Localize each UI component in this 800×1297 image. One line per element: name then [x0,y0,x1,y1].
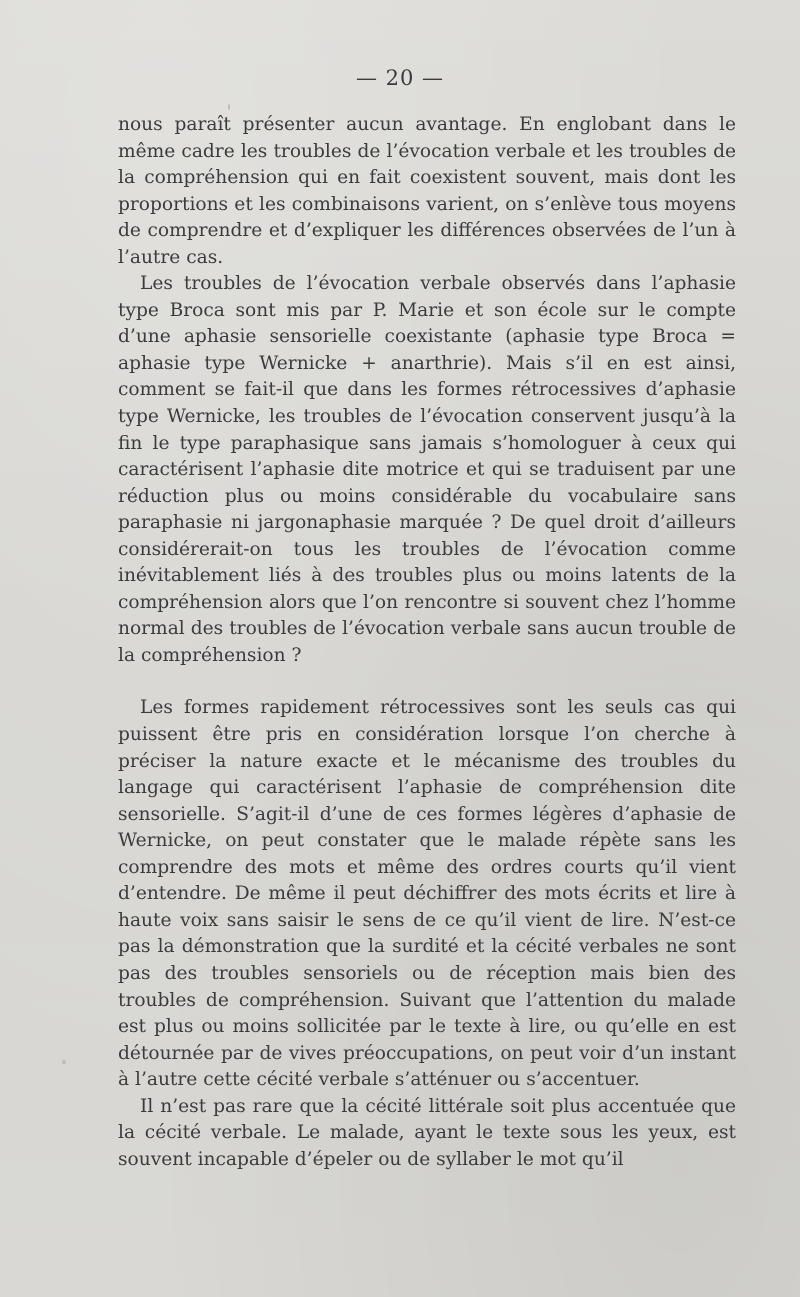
paragraph-4: Il n’est pas rare que la cécité littérale soit plus accentuée que la cécité verbale. Le malade, ayant le texte sous les yeux, est souvent incapable d’épeler ou de syllaber le mot qu’il [118,1095,736,1170]
page-number: — 20 — [355,66,445,90]
paper-speck [62,1060,66,1064]
body-text [118,112,736,1173]
paper-speck [228,104,230,110]
paragraph-3: Les formes rapidement rétrocessives sont les seuls cas qui puissent être pris en considération lorsque l’on cherche à préciser la nature exacte et le mécanisme des troubles du langage qui caractérisent l’aphasie de compréhension dite sensorielle. S’agit-il d’une de ces formes légères d’aphasie de Wernicke, on peut constater que le malade répète sans les comprendre des mots et même des ordres courts qu’il vient d’entendre. De même il peut déchiffrer des mots écrits et lire à haute voix sans saisir le sens de ce qu’il vient de lire. N’est-ce pas la démonstration que la surdité et la cécité verbales ne sont pas des troubles sensoriels ou de réception mais bien des troubles de compréhension. Suivant que l’attention du malade est plus ou moins sollicitée par le texte à lire, ou qu’elle en est détournée par de vives préoccupations, on peut voir d’un instant à l’autre cette cécité verbale s’atténuer ou s’accentuer. [118,697,736,1091]
paragraph-2: Les troubles de l’évocation verbale observés dans l’aphasie type Broca sont mis par P. Marie et son école sur le compte d’une aphasie sensorielle coexistante (aphasie type Broca = aphasie type Wernicke + anarthrie). Mais s’il en est ainsi, comment se fait-il que dans les formes rétrocessives d’aphasie type Wernicke, les troubles de l’évocation conservent jusqu’à la fin le type paraphasique sans jamais s’homologuer à ceux qui caractérisent l’aphasie dite motrice et qui se traduisent par une réduction plus ou moins considérable du vocabulaire sans paraphasie ni jargonaphasie marquée ? De quel droit d’ailleurs considérerait-on tous les troubles de l’évocation comme inévitablement liés à des troubles plus ou moins latents de la compréhension alors que l’on rencontre si souvent chez l’homme normal des troubles de l’évocation verbale sans aucun trouble de la compréhension ? [118,273,736,666]
paragraph-1: nous paraît présenter aucun avantage. En englobant dans le même cadre les troubles de l’évocation verbale et les troubles de la compréhension qui en fait coexistent souvent, mais dont les proportions et les combinaisons varient, on s’enlève tous moyens de comprendre et d’expliquer les différences observées de l’un à l’autre cas. [118,114,736,268]
